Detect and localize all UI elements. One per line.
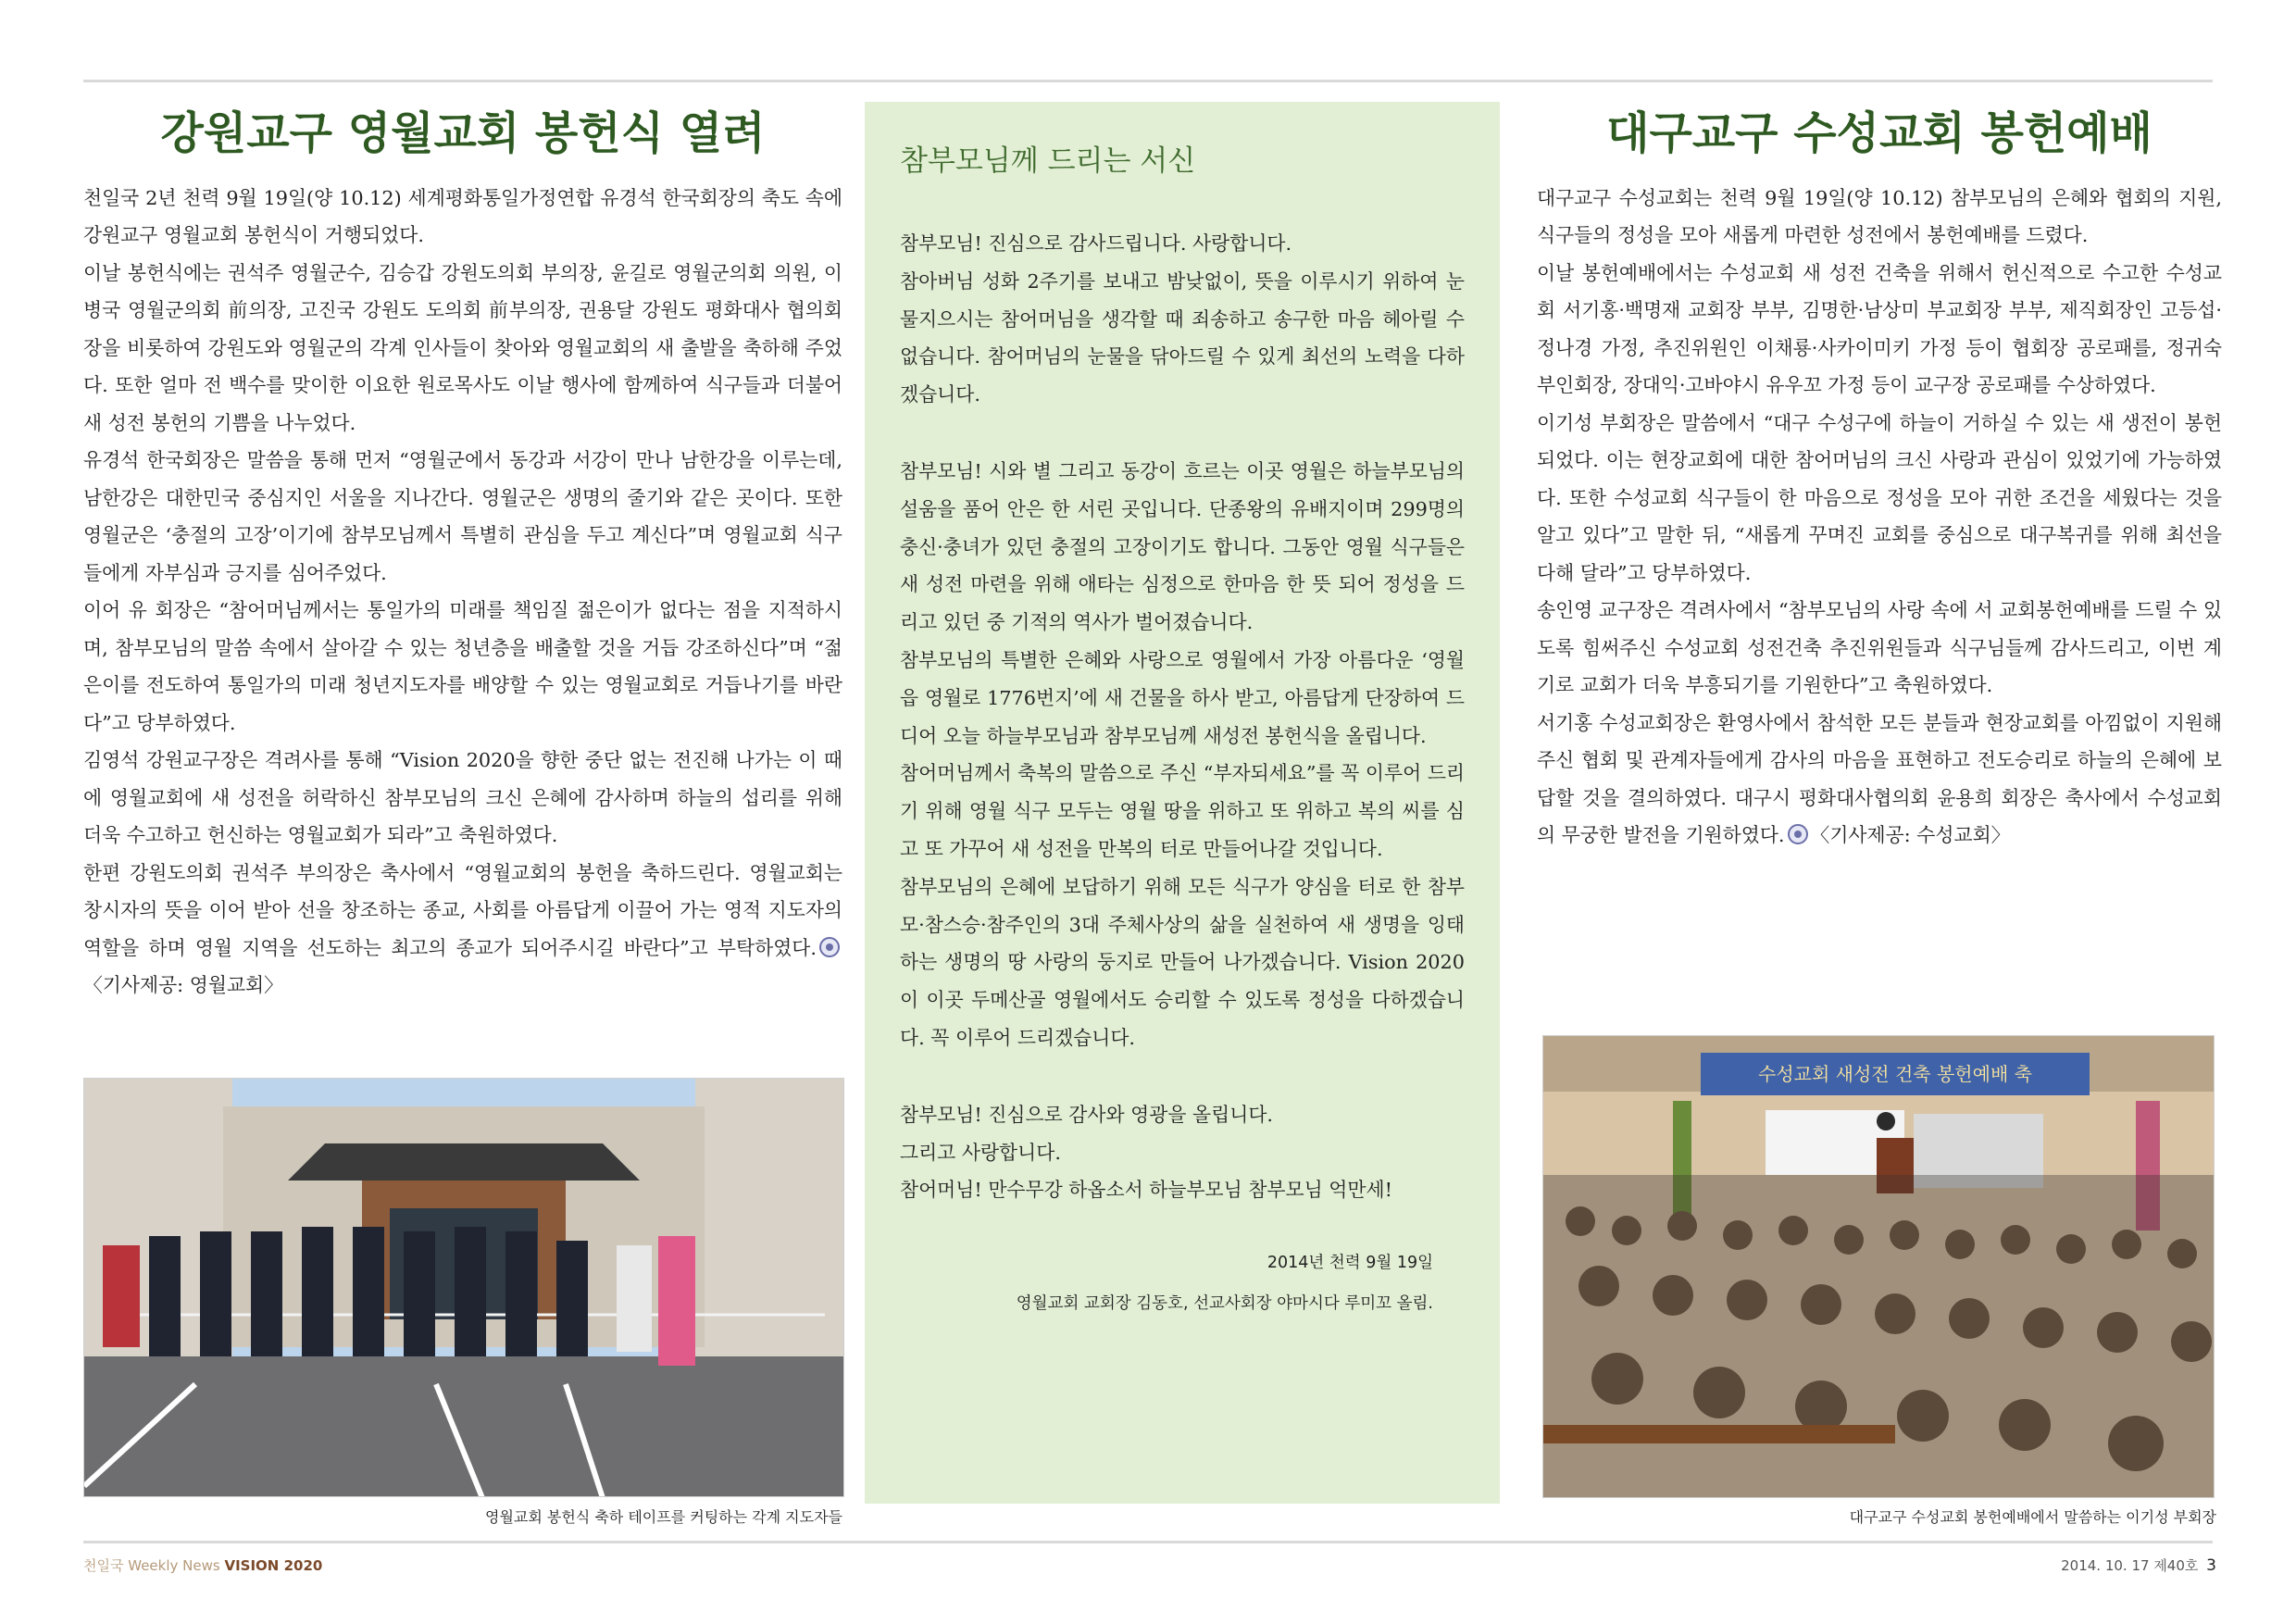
right-paragraph: 이기성 부회장은 말씀에서 “대구 수성구에 하늘이 거하실 수 있는 새 생전이 봉헌되었다. 이는 현장교회에 대한 참어머님의 크신 사랑과 관심이 있었기에 가능하였다. 또한 수성교회 식구들이 한 마음으로 정성을 모아 귀한 조건을 세웠다는 것을 알고 있다”고 말한 뒤, “새롭게 꾸며진 교회를 중심으로 대구복귀를 위해 최선을 다해 달라”고 당부하였다. [1537,411,2222,584]
right-article-body [1537,180,2222,855]
letter-line: 그리고 사랑합니다. [900,1141,1061,1164]
letter-line: 참부모님의 은혜에 보답하기 위해 모든 식구가 양심을 터로 한 참부모·참스승·참주인의 3대 주체사상의 삶을 실천하여 새 생명을 잉태하는 생명의 땅 사랑의 둥지로 만들어 나가겠습니다. Vision 2020이 이곳 두메산골 영월에서도 승리할 수 있도록 정성을 다하겠습니다. 꼭 이루어 드리겠습니다. [900,875,1465,1049]
letter-date: 2014년 천력 9월 19일 [1267,1254,1433,1273]
letter-title: 참부모님께 드리는 서신 [900,144,1196,178]
page-number: 3 [2206,1556,2216,1575]
letter-line: 참부모님! 진심으로 감사드립니다. 사랑합니다. [900,232,1292,255]
right-paragraph-last [1537,705,2222,855]
letter-line: 참부모님! 진심으로 감사와 영광을 올립니다. [900,1103,1274,1126]
letter-signature-block [900,1243,1465,1324]
footer-brand: VISION 2020 [224,1557,323,1574]
left-article-body [83,180,842,1005]
letter-box [865,102,1500,1504]
letter-line: 참어머님께서 축복의 말씀으로 주신 “부자되세요”를 꼭 이루어 드리기 위해 영월 식구 모두는 영월 땅을 위하고 또 위하고 복의 씨를 심고 또 가꾸어 새 성전을 만복의 터로 만들어나갈 것입니다. [900,762,1465,860]
left-paragraph: 천일국 2년 천력 9월 19일(양 10.12) 세계평화통일가정연합 유경석 한국회장의 축도 속에 강원교구 영월교회 봉헌식이 거행되었다. [83,186,842,247]
right-paragraph: 이날 봉헌예배에서는 수성교회 새 성전 건축을 위해서 헌신적으로 수고한 수성교회 서기홍·백명재 교회장 부부, 김명한·남상미 부교회장 부부, 제직회장인 고등섭·정나경 가정, 추진위원인 이채룡·사카이미키 가정 등이 협회장 공로패를, 정귀숙 부인회장, 장대익·고바야시 유우꼬 가정 등이 교구장 공로패를 수상하였다. [1537,261,2222,397]
letter-line: 참부모님! 시와 별 그리고 동강이 흐르는 이곳 영월은 하늘부모님의 설움을 품어 안은 한 서린 곳입니다. 단종왕의 유배지이며 299명의 충신·충녀가 있던 충절의 고장이기도 합니다. 그동안 영월 식구들은 새 성전 마련을 위해 애타는 심정으로 한마음 한 뜻 되어 정성을 드리고 있던 중 기적의 역사가 벌어졌습니다. [900,459,1465,634]
left-paragraph: 이날 봉헌식에는 권석주 영월군수, 김승갑 강원도의회 부의장, 윤길로 영월군의회 의원, 이병국 영월군의회 前의장, 고진국 강원도 도의회 前부의장, 권용달 강원도 평화대사 협의회장을 비롯하여 강원도와 영월군의 각계 인사들이 찾아와 영월교회의 새 출발을 축하해 주었다. 또한 얼마 전 백수를 맞이한 이요한 원로목사도 이날 행사에 함께하여 식구들과 더불어 새 성전 봉헌의 기쁨을 나누었다. [83,261,842,434]
letter-line: 참어머님! 만수무강 하옵소서 하늘부모님 참부모님 억만세! [900,1179,1392,1202]
letter-signature: 영월교회 교회장 김동호, 선교사회장 야마시다 루미꼬 올림. [1016,1294,1433,1314]
footer-issue-info [2061,1555,2216,1575]
left-paragraph: 이어 유 회장은 “참어머님께서는 통일가의 미래를 책임질 젊은이가 없다는 점을 지적하시며, 참부모님의 말씀 속에서 살아갈 수 있는 청년층을 배출할 것을 거듭 강조하신다”며 “젊은이를 전도하여 통일가의 미래 청년지도자를 배양할 수 있는 영월교회로 거듭나기를 바란다”고 당부하였다. [83,599,842,734]
right-paragraph: 대구교구 수성교회는 천력 9월 19일(양 10.12) 참부모님의 은혜와 협회의 지원, 식구들의 정성을 모아 새롭게 마련한 성전에서 봉헌예배를 드렸다. [1537,186,2222,247]
ribbon-cutting-photo-illustration [84,1079,844,1497]
footer-small-label: 천일국 Weekly News [83,1557,220,1574]
letter-line: 참부모님의 특별한 은혜와 사랑으로 영월에서 가장 아름다운 ‘영월읍 영월로 1776번지’에 새 건물을 하사 받고, 아름답게 단장하여 드디어 오늘 하늘부모님과 참부모님께 새성전 봉헌식을 올립니다. [900,648,1465,747]
church-logo-icon [1788,824,1808,844]
left-photo-caption: 영월교회 봉헌식 축하 테이프를 커팅하는 각계 지도자들 [484,1508,842,1526]
left-paragraph-text: 한편 강원도의회 권석주 부의장은 축사에서 “영월교회의 봉헌을 축하드린다. 영월교회는 창시자의 뜻을 이어 받아 선을 창조하는 종교, 사회를 아름답게 이끌어 가는 영적 지도자의 역할을 하며 영월 지역을 선도하는 최고의 종교가 되어주시길 바란다”고 부탁하였다. [83,861,842,959]
church-logo-icon [819,937,840,957]
right-paragraph: 송인영 교구장은 격려사에서 “참부모님의 사랑 속에 서 교회봉헌예배를 드릴 수 있도록 힘써주신 수성교회 성전건축 추진위원들과 식구님들께 감사드리고, 이번 계기로 교회가 더욱 부흥되기를 기원한다”고 축원하였다. [1537,599,2222,697]
right-paragraph-text: 서기홍 수성교회장은 환영사에서 참석한 모든 분들과 현장교회를 아낌없이 지원해 주신 협회 및 관계자들에게 감사의 마음을 표현하고 전도승리로 하늘의 은혜에 보답할 것을 결의하였다. 대구시 평화대사협의회 윤용희 회장은 축사에서 수성교회의 무궁한 발전을 기원하였다. [1537,711,2222,847]
worship-service-photo-illustration [1543,1036,2215,1498]
worship-photo [1542,1035,2215,1498]
letter-line: 참아버님 성화 2주기를 보내고 밤낮없이, 뜻을 이루시기 위하여 눈물지으시는 참어머님을 생각할 때 죄송하고 송구한 마음 헤아릴 수 없습니다. 참어머님의 눈물을 닦아드릴 수 있게 최선의 노력을 다하겠습니다. [900,269,1465,406]
bottom-rule [83,1541,2213,1543]
left-credit: 〈기사제공: 영월교회〉 [83,974,283,997]
left-article-title: 강원교구 영월교회 봉헌식 열려 [160,107,766,159]
left-paragraph: 김영석 강원교구장은 격려사를 통해 “Vision 2020을 향한 중단 없는 전진해 나가는 이 때에 영월교회에 새 성전을 허락하신 참부모님의 크신 은혜에 감사하며 하늘의 섭리를 위해 더욱 수고하고 헌신하는 영월교회가 되라”고 축원하였다. [83,749,842,847]
right-article-title: 대구교구 수성교회 봉헌예배 [1606,107,2152,159]
letter-body [900,225,1465,1209]
banner-text: 수성교회 새성전 건축 봉헌예배 축 [1758,1063,2032,1085]
footer-date-issue: 2014. 10. 17 제40호 [2061,1557,2199,1574]
left-paragraph: 유경석 한국회장은 말씀을 통해 먼저 “영월군에서 동강과 서강이 만나 남한강을 이루는데, 남한강은 대한민국 중심지인 서울을 지나간다. 영월군은 생명의 줄기와 같은 곳이다. 또한 영월군은 ‘충절의 고장’이기에 참부모님께서 특별히 관심을 두고 계신다”며 영월교회 식구들에게 자부심과 긍지를 심어주었다. [83,449,842,584]
ceremony-photo [83,1078,844,1497]
footer-masthead [83,1555,322,1575]
right-article [1537,96,2222,855]
right-credit: 〈기사제공: 수성교회〉 [1810,824,2011,847]
left-article [83,96,842,1005]
top-rule [83,80,2213,82]
right-photo-caption: 대구교구 수성교회 봉헌예배에서 말씀하는 이기성 부회장 [1849,1508,2216,1526]
left-paragraph-last [83,855,842,1005]
